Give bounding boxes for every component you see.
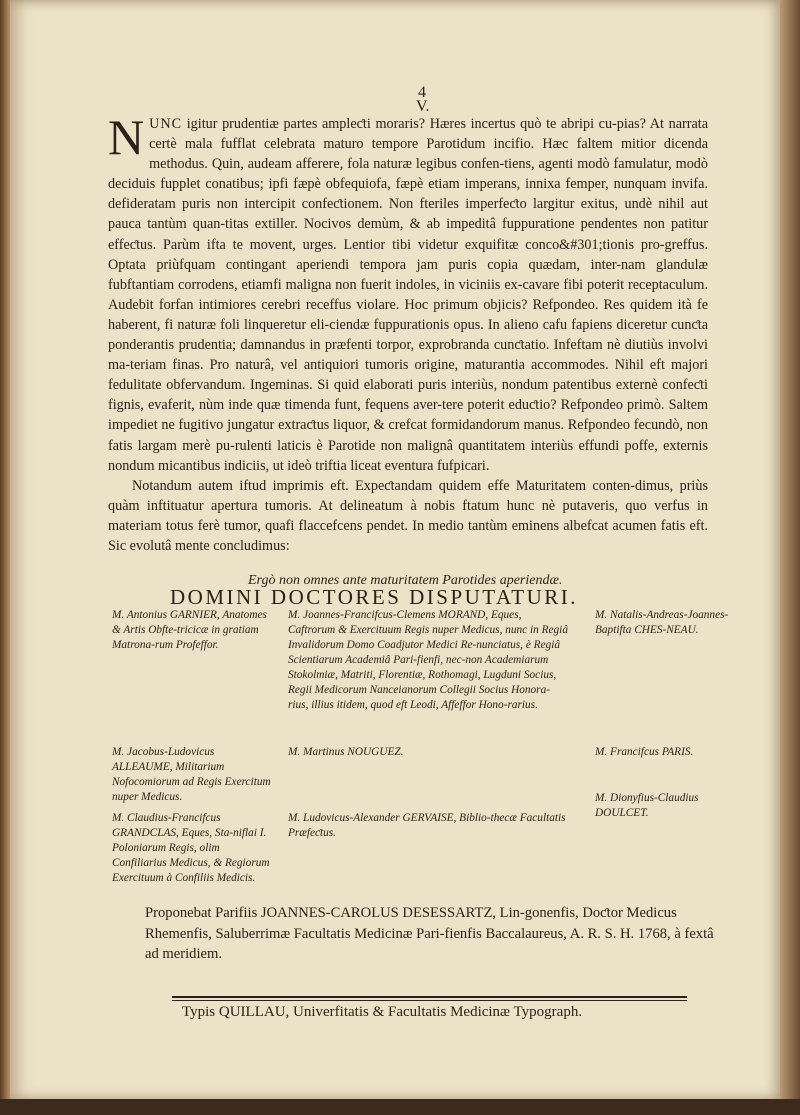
- doctor-entry: M. Francifcus PARIS.: [595, 746, 694, 758]
- divider-rule: [172, 996, 687, 998]
- divider-rule-thin: [172, 1000, 687, 1001]
- proponebat-statement: Proponebat Parifiis JOANNES-CAROLUS DESESSARTZ, Lin-gonenfis, Doƈtor Medicus Rhemenfis, Saluberrimæ Facultatis Medicinæ Pari-fienfis Baccalaureus, A. R. S. H. 1768, à fextâ ad meridiem.: [145, 905, 714, 962]
- disputants-heading: DOMINI DOCTORES DISPUTATURI.: [170, 585, 579, 609]
- doctor-entry: M. Jacobus-Ludovicus ALLEAUME, Militarium Nofocomiorum ad Regis Exercitum nuper Medicus.: [112, 746, 271, 803]
- doctor-entry: M. Antonius GARNIER, Anatomes & Artis Obfte-tricicæ in gratiam Matrona-rum Profeffor.: [112, 609, 267, 651]
- doctor-entry: M. Natalis-Andreas-Joannes-Baptifta CHES-NEAU.: [595, 609, 729, 636]
- doctor-entry: M. Joannes-Francifcus-Clemens MORAND, Eques, Caftrorum & Exercituum Regis nuper Medicus, nunc in Regiâ Invalidorum Domo Coadjutor Medici Re-nunciatus, è Regiâ Scientiarum Academiâ Pari-fienfi, nec-non Academiarum Stokolmiæ, Matriti, Florentiæ, Rothomagi, Lugduni Socius, Regii Medicorum Nanceianorum Collegii Socius Honora-rius, illius itidem, quod eft Leodi, Affeffor Hono-rarius.: [288, 609, 568, 711]
- section-number: V.: [416, 98, 430, 115]
- thesis-statement: Ergò non omnes ante maturitatem Parotides aperiendæ.: [248, 573, 563, 588]
- doctor-entry: M. Dionyfius-Claudius DOULCET.: [595, 792, 699, 819]
- doctor-entry: M. Martinus NOUGUEZ.: [288, 746, 404, 758]
- page-number: 4: [418, 84, 426, 101]
- printer-imprint: Typis QUILLAU, Univerfitatis & Facultatis Medicinæ Typograph.: [182, 1004, 583, 1020]
- page-edge-right: [780, 0, 800, 1115]
- initial-caps: UNC: [149, 116, 183, 132]
- bottom-strip: [0, 1099, 800, 1115]
- drop-cap: N: [108, 109, 145, 165]
- doctor-entry: M. Claudius-Francifcus GRANDCLAS, Eques, Sta-niflai I. Poloniarum Regis, olim Confiliarius Medicus, & Regiorum Exercituum à Confiliis Medicis.: [112, 812, 270, 884]
- paragraph-1: [108, 109, 708, 476]
- paragraph-1-text: igitur prudentiæ partes ampleƈti moraris? Hæres incertus quò te abripi cu-pias? At narrata certè mala fufflat celebrata maturo tempore Parotidum incifio. Hæc faltem mitior dicenda methodus. Quin, audeam afferere, fola naturæ legibus confen-tiens, agenti modò famulatur, modò deciduis fupplet conatibus; ipfi fæpè obfequiofa, fæpè etiam imperans, innixa femper, nunquam invifa. defideratam puris non intercipit confeƈtionem. Non fteriles imperfeƈto largitur exitus, undè nihil aut pauca tantùm quan-titas extiller. Nocivos demùm, & ab impeditâ fuppuratione pendentes non patitur effeƈtus. Parùm ifta te movent, urges. Lentior tibi videtur exquifitæ conco&#301;tionis pro-greffus. Optata priùfquam contingant aperiendi tempora jam puris copia quædam, inter-nam glandulæ fubftantiam corrodens, etiamfi maligna non fuerit indoles, in viciniis ex-cavare fibi poterit receptaculum. Audebit forfan intimiores cerebri receffus violare. Hoc primum objicis? Refpondeo. Res quidem ità fe haberent, fi naturæ foli linqueretur eli-ciendæ fuppurationis opus. In alieno cafu fapiens diceretur cunƈta ponderantis prudentia; damnandus in præfenti torpor, exprobranda cunƈtatio. Infeftam nè diutiùs involvi ma-teriam finas. Pro naturâ, vel antiquiori tumoris origine, maturantia accommodes. Nihil eft majori fedulitate obfervandum. Ingeminas. Si quid elaborati puris interiùs, nondum patentibus externè confeƈti fignis, evaferit, nùm inde quæ timenda funt, fequens aver-tere poterit eduƈtio? Refpondeo primò. Saltem impediet ne fugitivo jungatur extraƈtus liquor, & crefcat formidandorum manus. Refpondeo fecundò, non fatis largam merè pu-rulenti laticis è Parotide non malignâ quantitatem interiùs effundi poffe, externis nondum micantibus indiciis, ut ideò triftia liceat eventura fufpicari.: [108, 116, 708, 474]
- paragraph-2: Notandum autem iftud imprimis eft. Expeƈtandam quidem effe Maturitatem conten-dimus, priùs quàm inftituatur apertura tumoris. At delineatum à nobis ftatum hunc nè putaveris, quo verfus in materiam totus ferè tumor, quafi flaccefcens pendet. In medio tantùm eminens albefcat acumen fatis eft. Sic evolutâ mente concludimus:: [108, 477, 708, 554]
- doctor-entry: M. Ludovicus-Alexander GERVAISE, Biblio-thecæ Facultatis Præfeƈtus.: [288, 812, 566, 839]
- body-text: [108, 109, 708, 556]
